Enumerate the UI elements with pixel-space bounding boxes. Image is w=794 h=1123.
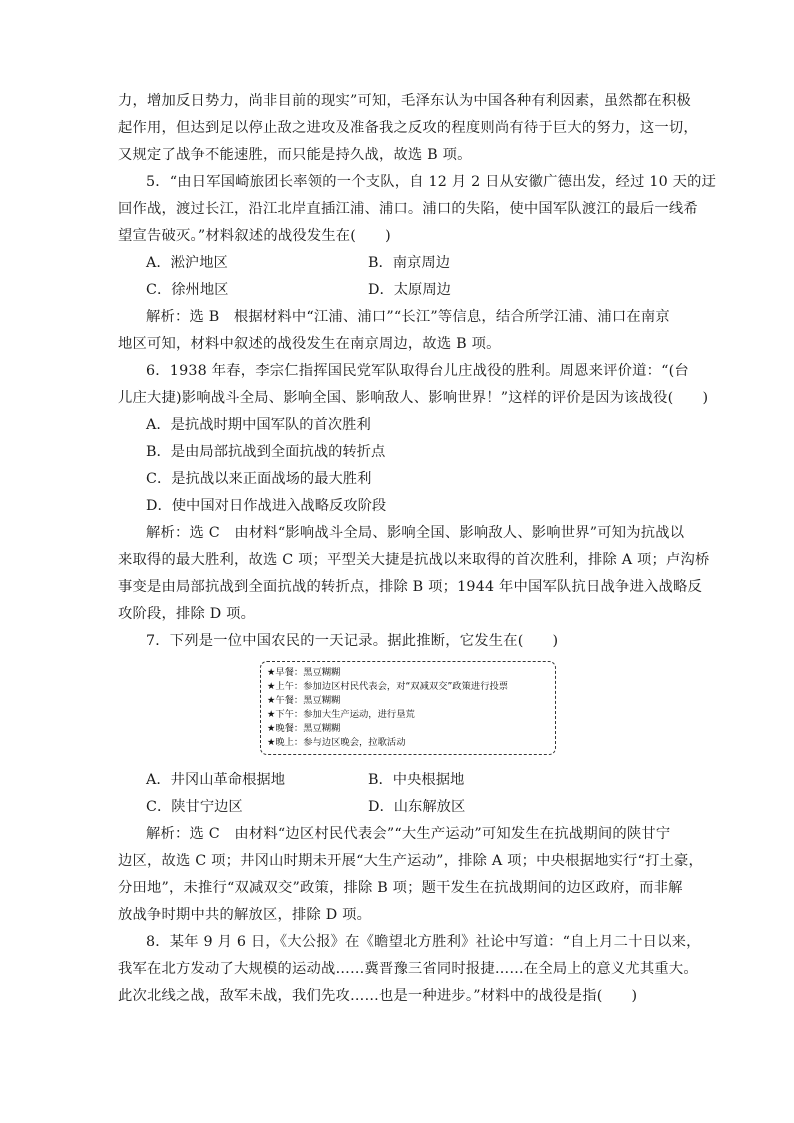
question-5-analysis: 地区可知，材料中叙述的战役发生在南京周边，故选 B 项。 <box>118 336 501 352</box>
paragraph-line: 又规定了战争不能速胜，而只能是持久战，故选 B 项。 <box>118 147 472 163</box>
option-a: A．井冈山革命根据地 <box>146 772 285 788</box>
question-7-analysis: 解析：选 C 由材料“边区村民代表会”“大生产运动”可知发生在抗战期间的陕甘宁 <box>146 826 671 842</box>
question-6-option <box>118 493 678 520</box>
question-7-options-row <box>118 794 678 821</box>
option-a: A．是抗战时期中国军队的首次胜利 <box>146 417 371 433</box>
question-7-analysis: 分田地”，未推行“双减双交”政策，排除 B 项；题干发生在抗战期间的边区政府，而非解 <box>118 880 683 896</box>
question-6-option <box>118 439 678 466</box>
question-6-stem: 6．1938 年春，李宗仁指挥国民党军队取得台儿庄战役的胜利。周恩来评价道：“(台 <box>146 363 689 379</box>
record-entry: ★晚餐：黑豆糊糊 <box>267 723 341 734</box>
question-7-analysis: 放战争时期中共的解放区，排除 D 项。 <box>118 907 372 923</box>
daily-record-figure <box>118 655 678 767</box>
daily-record-box <box>260 661 556 755</box>
question-5-options-row <box>118 250 678 277</box>
question-6-analysis: 来取得的最大胜利，故选 C 项；平型关大捷是抗战以来取得的首次胜利，排除 A 项；卢沟桥 <box>118 552 710 568</box>
option-d: D．使中国对日作战进入战略反攻阶段 <box>146 498 387 514</box>
question-6-stem: 儿庄大捷)影响战斗全局、影响全国、影响敌人、影响世界！”这样的评价是因为该战役( ) <box>118 390 709 406</box>
record-entry: ★早餐：黑豆糊糊 <box>267 667 341 678</box>
option-c: C．陕甘宁边区 <box>146 799 243 815</box>
question-5-stem: 望宣告破灭。”材料叙述的战役发生在( ) <box>118 228 391 244</box>
question-6-analysis: 攻阶段，排除 D 项。 <box>118 606 256 622</box>
record-entry: ★午餐：黑豆糊糊 <box>267 695 341 706</box>
option-d: D．山东解放区 <box>368 799 466 815</box>
question-6-analysis: 事变是由局部抗战到全面抗战的转折点，排除 B 项；1944 年中国军队抗日战争进入战略反 <box>118 579 703 595</box>
question-6-option <box>118 412 678 439</box>
question-8-stem: 8．某年 9 月 6 日，《大公报》在《瞻望北方胜利》社论中写道：“自上月二十日以来， <box>146 934 701 950</box>
question-6-analysis: 解析：选 C 由材料“影响战斗全局、影响全国、影响敌人、影响世界”可知为抗战以 <box>146 525 685 541</box>
question-7-stem: 7．下列是一位中国农民的一天记录。据此推断，它发生在( ) <box>146 633 559 649</box>
question-8-stem: 此次北线之战，敌军未战，我们先攻……也是一种进步。”材料中的战役是指( ) <box>118 988 638 1004</box>
question-7-options-row <box>118 767 678 794</box>
question-7-analysis: 边区，故选 C 项；井冈山时期未开展“大生产运动”，排除 A 项；中央根据地实行“打土豪， <box>118 853 704 869</box>
option-c: C．是抗战以来正面战场的最大胜利 <box>146 471 372 487</box>
question-5-stem: 5．“由日军国崎旅团长率领的一个支队，自 12 月 2 日从安徽广德出发，经过 10 天的迂 <box>146 174 717 190</box>
record-entry: ★晚上：参与边区晚会，拉歌活动 <box>267 737 406 748</box>
record-entry: ★下午：参加大生产运动，进行垦荒 <box>267 709 415 720</box>
question-5-options-row <box>118 277 678 304</box>
option-b: B．是由局部抗战到全面抗战的转折点 <box>146 444 386 460</box>
question-5-analysis: 解析：选 B 根据材料中“江浦、浦口”“长江”等信息，结合所学江浦、浦口在南京 <box>146 309 670 325</box>
question-6-option <box>118 466 678 493</box>
option-b: B．南京周边 <box>368 255 450 271</box>
option-a: A．淞沪地区 <box>146 255 228 271</box>
option-d: D．太原周边 <box>368 282 451 298</box>
question-5-stem: 回作战，渡过长江，沿江北岸直插江浦、浦口。浦口的失陷，使中国军队渡江的最后一线希 <box>118 201 698 217</box>
option-c: C．徐州地区 <box>146 282 229 298</box>
paragraph-line: 起作用，但达到足以停止敌之进攻及准备我之反攻的程度则尚有待于巨大的努力，这一切， <box>118 120 698 136</box>
question-8-stem: 我军在北方发动了大规模的运动战……冀晋豫三省同时报捷……在全局上的意义尤其重大。 <box>118 961 698 977</box>
paragraph-line: 力，增加反日势力，尚非目前的现实”可知，毛泽东认为中国各种有利因素，虽然都在积极 <box>118 93 691 109</box>
record-entry: ★上午：参加边区村民代表会，对“双减双交”政策进行投票 <box>267 681 509 692</box>
document-page <box>118 88 717 1010</box>
option-b: B．中央根据地 <box>368 772 465 788</box>
